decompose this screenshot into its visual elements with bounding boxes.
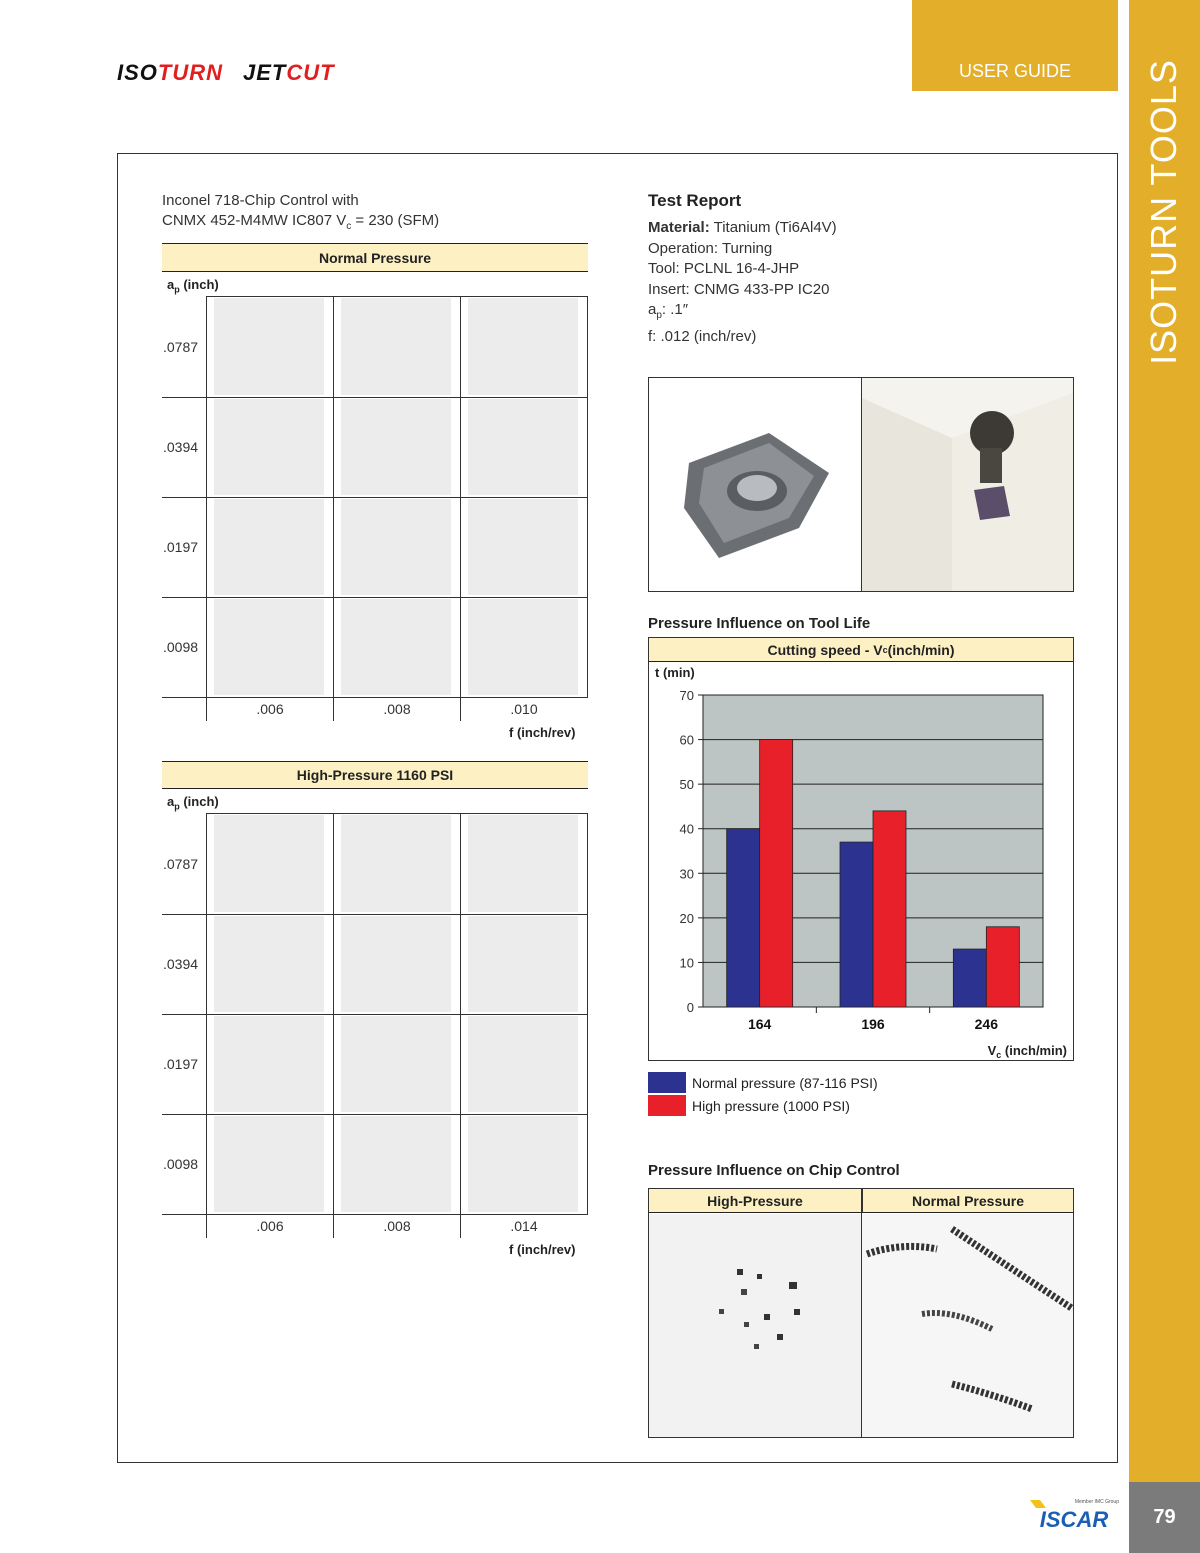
test-report-details: Material: Titanium (Ti6Al4V) Operation: Turning Tool: PCLNL 16-4-JHP Insert: CNMG 433-PP IC20 $a_p$: .1″ f: .012 (inch/rev) xyxy=(648,219,837,345)
y-axis-label: t (min) xyxy=(655,665,695,680)
chip-photo xyxy=(468,298,578,395)
chip-photo xyxy=(468,916,578,1012)
y-tick-label: 10 xyxy=(679,955,694,971)
chip-photo xyxy=(341,916,451,1012)
chip-photo xyxy=(468,399,578,495)
insert-photo xyxy=(649,378,861,591)
chip-photo xyxy=(468,499,578,595)
normal-ap-label: $a_p$ (inch) xyxy=(167,277,219,295)
y-tick-label: 70 xyxy=(679,688,694,703)
legend-swatch-normal xyxy=(648,1072,686,1093)
left-title: Inconel 718-Chip Control with CNMX 452-M4MW IC807 $V_c = 230$ (SFM) xyxy=(162,192,440,232)
iscar-logo xyxy=(1028,1494,1120,1530)
chip-control-box xyxy=(648,1188,1074,1438)
chip-photo xyxy=(468,1016,578,1112)
x-axis-label: $V_c$ (inch/min) xyxy=(987,1043,1067,1060)
chip-photo xyxy=(468,599,578,695)
svg-text:ISCAR: ISCAR xyxy=(1039,1507,1109,1530)
chip-photo xyxy=(341,599,451,695)
test-report-title: Test Report xyxy=(648,191,742,210)
tool-life-title: Pressure Influence on Tool Life xyxy=(648,615,871,632)
y-tick-label: 50 xyxy=(679,777,694,793)
high-col-label: .014 xyxy=(510,1218,538,1234)
isoturn-logo: ISOTURN xyxy=(117,60,224,85)
high-pressure-header: High-Pressure 1160 PSI xyxy=(162,761,588,789)
chip-photo xyxy=(214,815,324,912)
chip-photo xyxy=(341,815,451,912)
normal-row-label: .0394 xyxy=(163,439,199,455)
bar-normal xyxy=(953,949,986,1007)
toolholder-photo xyxy=(862,378,1073,591)
chip-photo xyxy=(341,298,451,395)
y-tick-label: 40 xyxy=(679,821,694,837)
normal-pressure-chip-photo xyxy=(862,1214,1073,1437)
chip-col-high: High-Pressure xyxy=(649,1189,861,1213)
bar-high xyxy=(873,811,906,1007)
high-pressure-chip-photo xyxy=(649,1214,861,1437)
y-tick-label: 30 xyxy=(679,866,694,882)
legend-normal: Normal pressure (87-116 PSI) xyxy=(648,1072,878,1093)
tool-images xyxy=(648,377,1074,592)
chip-photo xyxy=(468,1116,578,1212)
legend-high: High pressure (1000 PSI) xyxy=(648,1095,850,1116)
tool-life-chart xyxy=(649,662,1073,1060)
bar-normal xyxy=(840,842,873,1007)
chip-photo xyxy=(468,815,578,912)
chip-photo xyxy=(214,1016,324,1112)
chip-photo xyxy=(214,499,324,595)
svg-text:Member IMC Group: Member IMC Group xyxy=(1074,1499,1119,1505)
chip-photo xyxy=(341,499,451,595)
user-guide-tab: USER GUIDE xyxy=(912,0,1118,91)
chip-photo xyxy=(214,399,324,495)
y-tick-label: 60 xyxy=(679,732,694,748)
y-tick-label: 0 xyxy=(686,1000,694,1015)
side-tab-label: ISOTURN TOOLS xyxy=(1143,59,1184,365)
normal-pressure-header: Normal Pressure xyxy=(162,243,588,272)
high-row-label: .0098 xyxy=(163,1156,199,1172)
high-row-label: .0197 xyxy=(163,1056,199,1072)
high-feed-axis-label: f (inch/rev) xyxy=(509,1242,576,1257)
chip-photo xyxy=(214,1116,324,1212)
bar-normal xyxy=(727,829,760,1007)
high-col-label: .008 xyxy=(383,1218,411,1234)
chip-photo xyxy=(341,1016,451,1112)
high-row-label: .0787 xyxy=(163,856,199,872)
high-col-label: .006 xyxy=(256,1218,284,1234)
normal-feed-axis-label: f (inch/rev) xyxy=(509,725,576,740)
x-tick-label: 164 xyxy=(747,1016,772,1032)
cutting-speed-header: Cutting speed - V c (inch/min) xyxy=(649,638,1073,662)
page-number: 79 xyxy=(1129,1482,1200,1553)
high-row-label: .0394 xyxy=(163,956,199,972)
chip-col-normal: Normal Pressure xyxy=(862,1189,1073,1213)
chip-photo xyxy=(214,916,324,1012)
chip-photo xyxy=(214,599,324,695)
x-tick-label: 246 xyxy=(974,1016,999,1032)
chip-photo xyxy=(214,298,324,395)
normal-col-label: .008 xyxy=(383,701,411,717)
normal-col-label: .006 xyxy=(256,701,284,717)
normal-row-label: .0787 xyxy=(163,339,199,355)
normal-col-label: .010 xyxy=(510,701,538,717)
y-tick-label: 20 xyxy=(679,910,694,926)
brand-logos xyxy=(117,58,335,88)
bar-high xyxy=(760,740,793,1007)
bar-high xyxy=(986,927,1019,1007)
normal-row-label: .0098 xyxy=(163,639,199,655)
jetcut-logo: JETCUT xyxy=(243,60,335,85)
chip-photo xyxy=(341,1116,451,1212)
x-tick-label: 196 xyxy=(861,1016,885,1032)
high-ap-label: $a_p$ (inch) xyxy=(167,794,219,812)
normal-row-label: .0197 xyxy=(163,539,199,555)
chip-control-title: Pressure Influence on Chip Control xyxy=(648,1162,900,1179)
legend-swatch-high xyxy=(648,1095,686,1116)
chip-photo xyxy=(341,399,451,495)
